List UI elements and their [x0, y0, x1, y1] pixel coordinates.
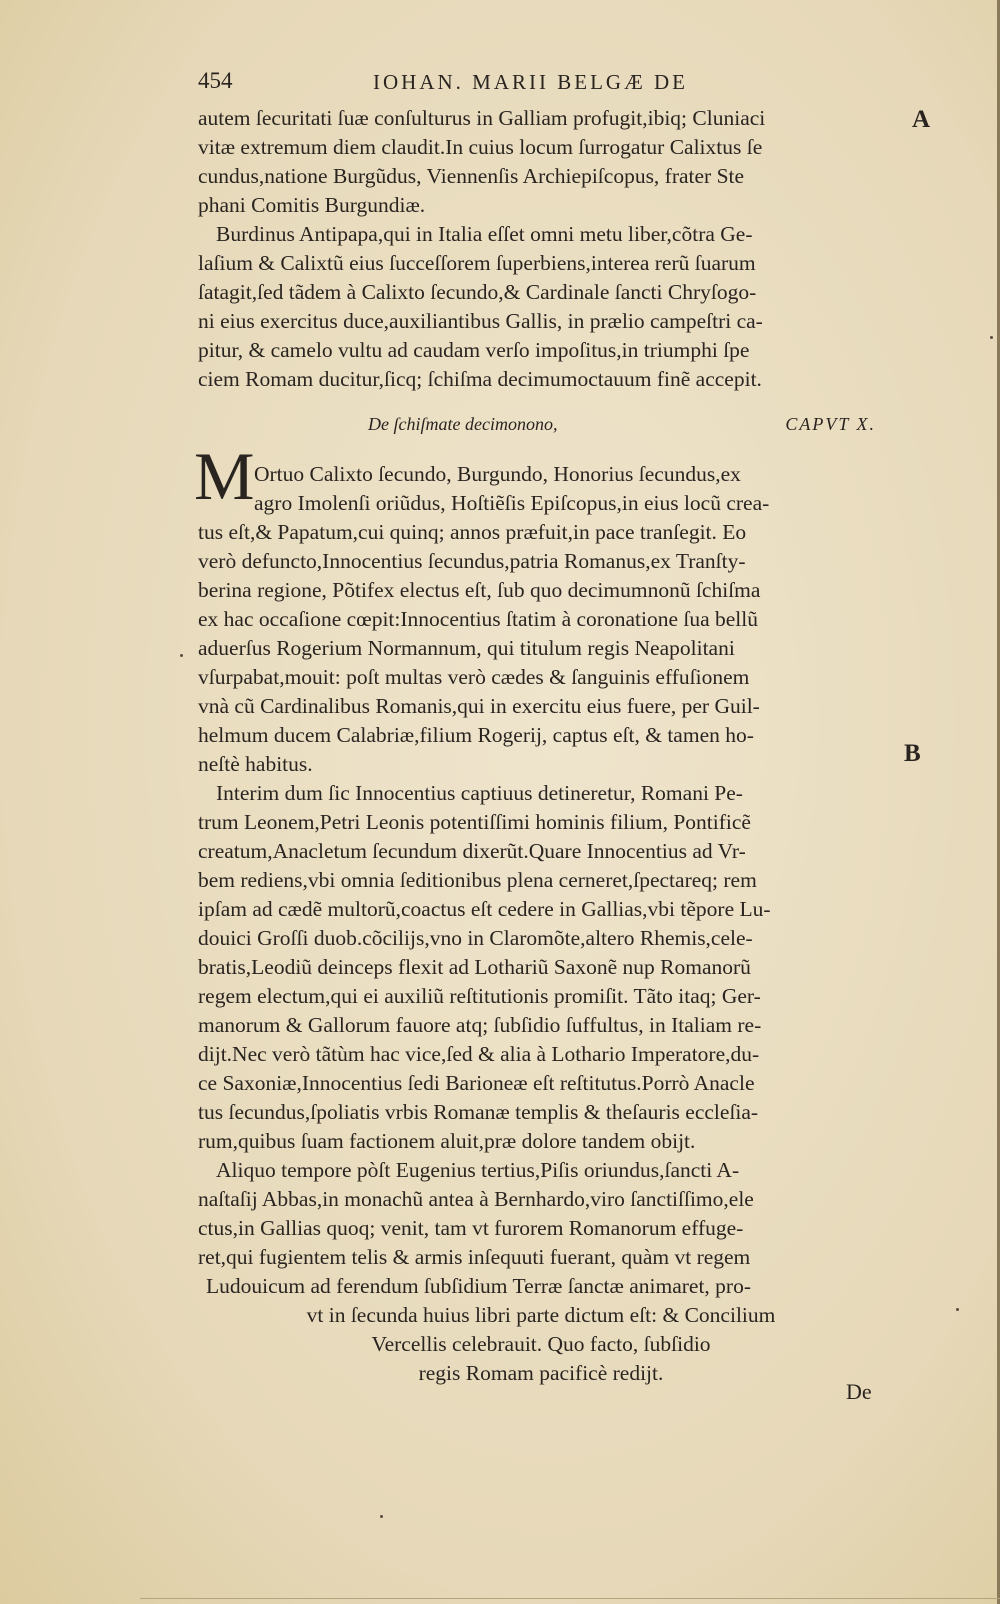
- text-line: douici Groſſi duob.cõcilijs,vno in Claromõte,altero Rhemis,cele-: [198, 926, 753, 950]
- text-line: Ortuo Calixto ſecundo, Burgundo, Honorius ſecundus,ex: [254, 462, 741, 486]
- text-line: regis Romam pacificè redijt.: [418, 1361, 664, 1385]
- text-line: phani Comitis Burgundiæ.: [198, 193, 426, 217]
- text-line: ni eius exercitus duce,auxiliantibus Gallis, in prælio campeſtri ca-: [198, 309, 763, 333]
- text-line: regem electum,qui ei auxiliũ reſtitutionis promiſit. Tãto itaq; Ger-: [198, 984, 761, 1008]
- chapter-number: CAPVT X.: [785, 414, 876, 434]
- running-head: IOHAN. MARII BELGÆ DE: [373, 70, 688, 94]
- text-line: Interim dum ſic Innocentius captiuus detineretur, Romani Pe-: [216, 781, 743, 805]
- text-line: ciem Romam ducitur,ſicq; ſchiſma decimumoctauum finẽ accepit.: [198, 367, 762, 391]
- text-line: autem ſecuritati ſuæ conſulturus in Galliam profugit,ibiq; Cluniaci: [198, 106, 766, 130]
- text-line: ret,qui fugientem telis & armis inſequuti fuerant, quàm vt regem: [198, 1245, 751, 1269]
- text-line: creatum,Anacletum ſecundum dixerũt.Quare Innocentius ad Vr-: [198, 839, 746, 863]
- text-line: agro Imolenſi oriũdus, Hoſtiẽſis Epiſcopus,in eius locũ crea-: [254, 491, 770, 515]
- text-line: neſtè habitus.: [198, 752, 313, 776]
- page-number: 454: [198, 68, 233, 93]
- ink-speck: [956, 1308, 959, 1311]
- text-line: ipſam ad cædẽ multorũ,coactus eſt cedere in Gallias,vbi tẽpore Lu-: [198, 897, 771, 921]
- text-line: helmum ducem Calabriæ,filium Rogerij, captus eſt, & tamen ho-: [198, 723, 754, 747]
- text-line: manorum & Gallorum fauore atq; ſubſidio ſuffultus, in Italiam re-: [198, 1013, 762, 1037]
- text-line: pitur, & camelo vultu ad caudam verſo impoſitus,in triumphi ſpe: [198, 338, 750, 362]
- text-line: vnà cũ Cardinalibus Romanis,qui in exercitu eius fuere, per Guil-: [198, 694, 760, 718]
- text-line: Ludouicum ad ferendum ſubſidium Terræ ſanctæ animaret, pro-: [206, 1274, 752, 1298]
- text-line: verò defuncto,Innocentius ſecundus,patria Romanus,ex Tranſty-: [198, 549, 746, 573]
- text-line: bem rediens,vbi omnia ſeditionibus plena cerneret,ſpectareq; rem: [198, 868, 757, 892]
- bottom-rule: [140, 1598, 1000, 1599]
- text-line: cundus,natione Burgũdus, Viennenſis Archiepiſcopus, frater Ste: [198, 164, 745, 188]
- text-line: tus ſecundus,ſpoliatis vrbis Romanæ templis & theſauris eccleſia-: [198, 1100, 759, 1124]
- text-line: berina regione, Põtifex electus eſt, ſub quo decimumnonũ ſchiſma: [198, 578, 761, 602]
- page-header: [198, 68, 898, 98]
- text-line: ſatagit,ſed tãdem à Calixto ſecundo,& Cardinale ſancti Chryſogo-: [198, 280, 757, 304]
- text-line: ex hac occaſione cœpit:Innocentius ſtatim à coronatione ſua bellũ: [198, 607, 758, 631]
- text-line: Vercellis celebrauit. Quo facto, ſubſidio: [371, 1332, 711, 1356]
- text-line: vt in ſecunda huius libri parte dictum eſt: & Concilium: [306, 1303, 776, 1327]
- text-line: bratis,Leodiũ deinceps flexit ad Lothariũ Saxonẽ nup Romanorũ: [198, 955, 751, 979]
- text-line: aduerſus Rogerium Normannum, qui titulum regis Neapolitani: [198, 636, 735, 660]
- text-line: vitæ extremum diem claudit.In cuius locum ſurrogatur Calixtus ſe: [198, 135, 763, 159]
- catchword: De: [846, 1379, 872, 1404]
- text-line: laſium & Calixtũ eius ſucceſſorem ſuperbiens,interea rerũ ſuarum: [198, 251, 756, 275]
- text-line: tus eſt,& Papatum,cui quinq; annos præfuit,in pace tranſegit. Eo: [198, 520, 747, 544]
- ink-speck: [380, 1515, 383, 1518]
- text-line: dijt.Nec verò tãtùm hac vice,ſed & alia à Lothario Imperatore,du-: [198, 1042, 760, 1066]
- ink-speck: [990, 336, 993, 339]
- text-line: Aliquo tempore pòſt Eugenius tertius,Piſis oriundus,ſancti A-: [216, 1158, 740, 1182]
- text-line: ce Saxoniæ,Innocentius ſedi Barioneæ eſt reſtitutus.Porrò Anacle: [198, 1071, 755, 1095]
- drop-cap: M: [194, 438, 255, 514]
- chapter-heading: [198, 414, 884, 440]
- text-line: rum,quibus ſuam factionem aluit,præ dolore tandem obijt.: [198, 1129, 696, 1153]
- text-line: naſtaſij Abbas,in monachũ antea à Bernhardo,viro ſanctiſſimo,ele: [198, 1187, 754, 1211]
- text-line: vſurpabat,mouit: poſt multas verò cædes & ſanguinis effuſionem: [198, 665, 750, 689]
- text-line: trum Leonem,Petri Leonis potentiſſimi hominis filium, Pontificẽ: [198, 810, 751, 834]
- text-line: Burdinus Antipapa,qui in Italia eſſet omni metu liber,cõtra Ge-: [216, 222, 753, 246]
- ink-speck: [180, 654, 183, 657]
- text-line: ctus,in Gallias quoq; venit, tam vt furorem Romanorum effuge-: [198, 1216, 744, 1240]
- chapter-title: De ſchiſmate decimonono,: [368, 414, 558, 434]
- margin-letter-a: A: [912, 106, 931, 133]
- margin-letter-b: B: [904, 740, 921, 767]
